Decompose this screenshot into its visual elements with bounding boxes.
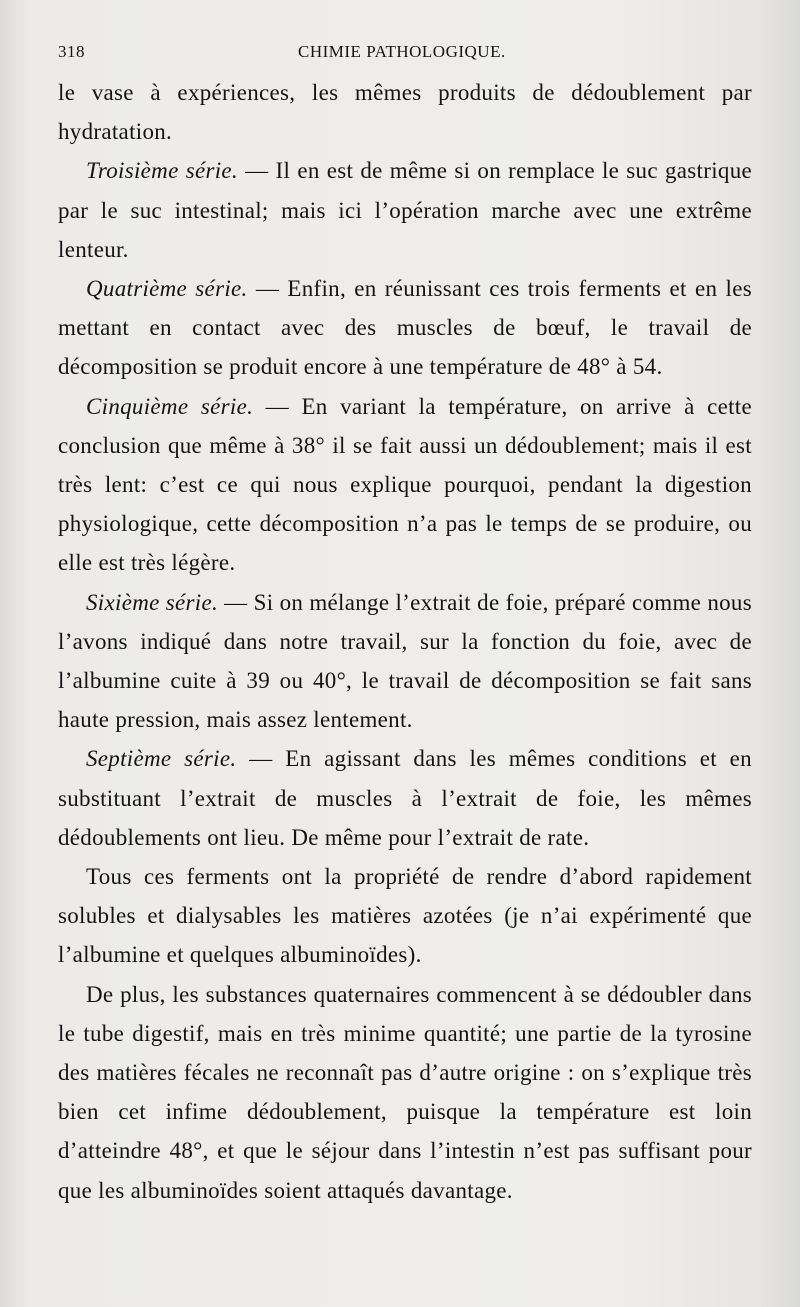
paragraph-text: — En variant la température, on arrive à cette conclusion que même à 38° il se fait aussi un dédoublement; mais il est très lent: c’est ce qui nous explique pourquoi, pendant la digestion physiologique, cette décomposition n’a pas le temps de se produire, ou elle est très légère.: [58, 393, 752, 576]
paragraph-text: — Si on mélange l’extrait de foie, préparé comme nous l’avons indiqué dans notre travail, sur la fonction du foie, avec de l’albumine cuite à 39 ou 40°, le travail de décomposition se fait sans haute pression, mais assez lentement.: [58, 589, 752, 733]
running-title: CHIMIE PATHOLOGIQUE.: [298, 42, 506, 61]
body-text: [58, 73, 752, 1210]
series-label: Cinquième série.: [86, 393, 254, 419]
paragraph-continuation: [58, 73, 752, 151]
paragraph-sixieme-serie: [58, 583, 752, 740]
series-label: Septième série.: [86, 746, 237, 772]
series-label: Quatrième série.: [86, 276, 248, 302]
paragraph-text: Tous ces ferments ont la propriété de rendre d’abord rapidement solubles et dialysables les matières azotées (je n’ai expérimenté que l’albumine et quelques albuminoïdes).: [58, 864, 752, 968]
paragraph-ferments: [58, 857, 752, 975]
paragraph-text: De plus, les substances quaternaires commencent à se dédoubler dans le tube digestif, mais en très minime quantité; une partie de la tyrosine des matières fécales ne reconnaît pas d’autre origine : on s’explique très bien cet infime dédoublement, puisque la température est loin d’atteindre 48°, et que le séjour dans l’intestin n’est pas suffisant pour que les albuminoïdes soient attaqués davantage.: [58, 981, 752, 1203]
paragraph-septieme-serie: [58, 739, 752, 857]
paragraph-text: le vase à expériences, les mêmes produits de dédoublement par hydratation.: [58, 80, 752, 145]
paragraph-troisieme-serie: [58, 151, 752, 269]
paragraph-text: — En agissant dans les mêmes conditions et en substituant l’extrait de muscles à l’extrait de foie, les mêmes dédoublements ont lieu. De même pour l’extrait de rate.: [58, 746, 752, 850]
paragraph-substances-quaternaires: [58, 975, 752, 1210]
series-label: Sixième série.: [86, 589, 219, 615]
paragraph-text: — Il en est de même si on remplace le suc gastrique par le suc intestinal; mais ici l’opération marche avec une extrême lenteur.: [58, 158, 752, 262]
page-number: 318: [58, 42, 85, 61]
paragraph-cinquieme-serie: [58, 387, 752, 583]
paragraph-quatrieme-serie: [58, 269, 752, 387]
paragraph-text: — Enfin, en réunissant ces trois ferments et en les mettant en contact avec des muscles de bœuf, le travail de décomposition se produit encore à une température de 48° à 54.: [58, 276, 752, 380]
series-label: Troisième série.: [86, 158, 238, 184]
page-header: [58, 42, 748, 72]
